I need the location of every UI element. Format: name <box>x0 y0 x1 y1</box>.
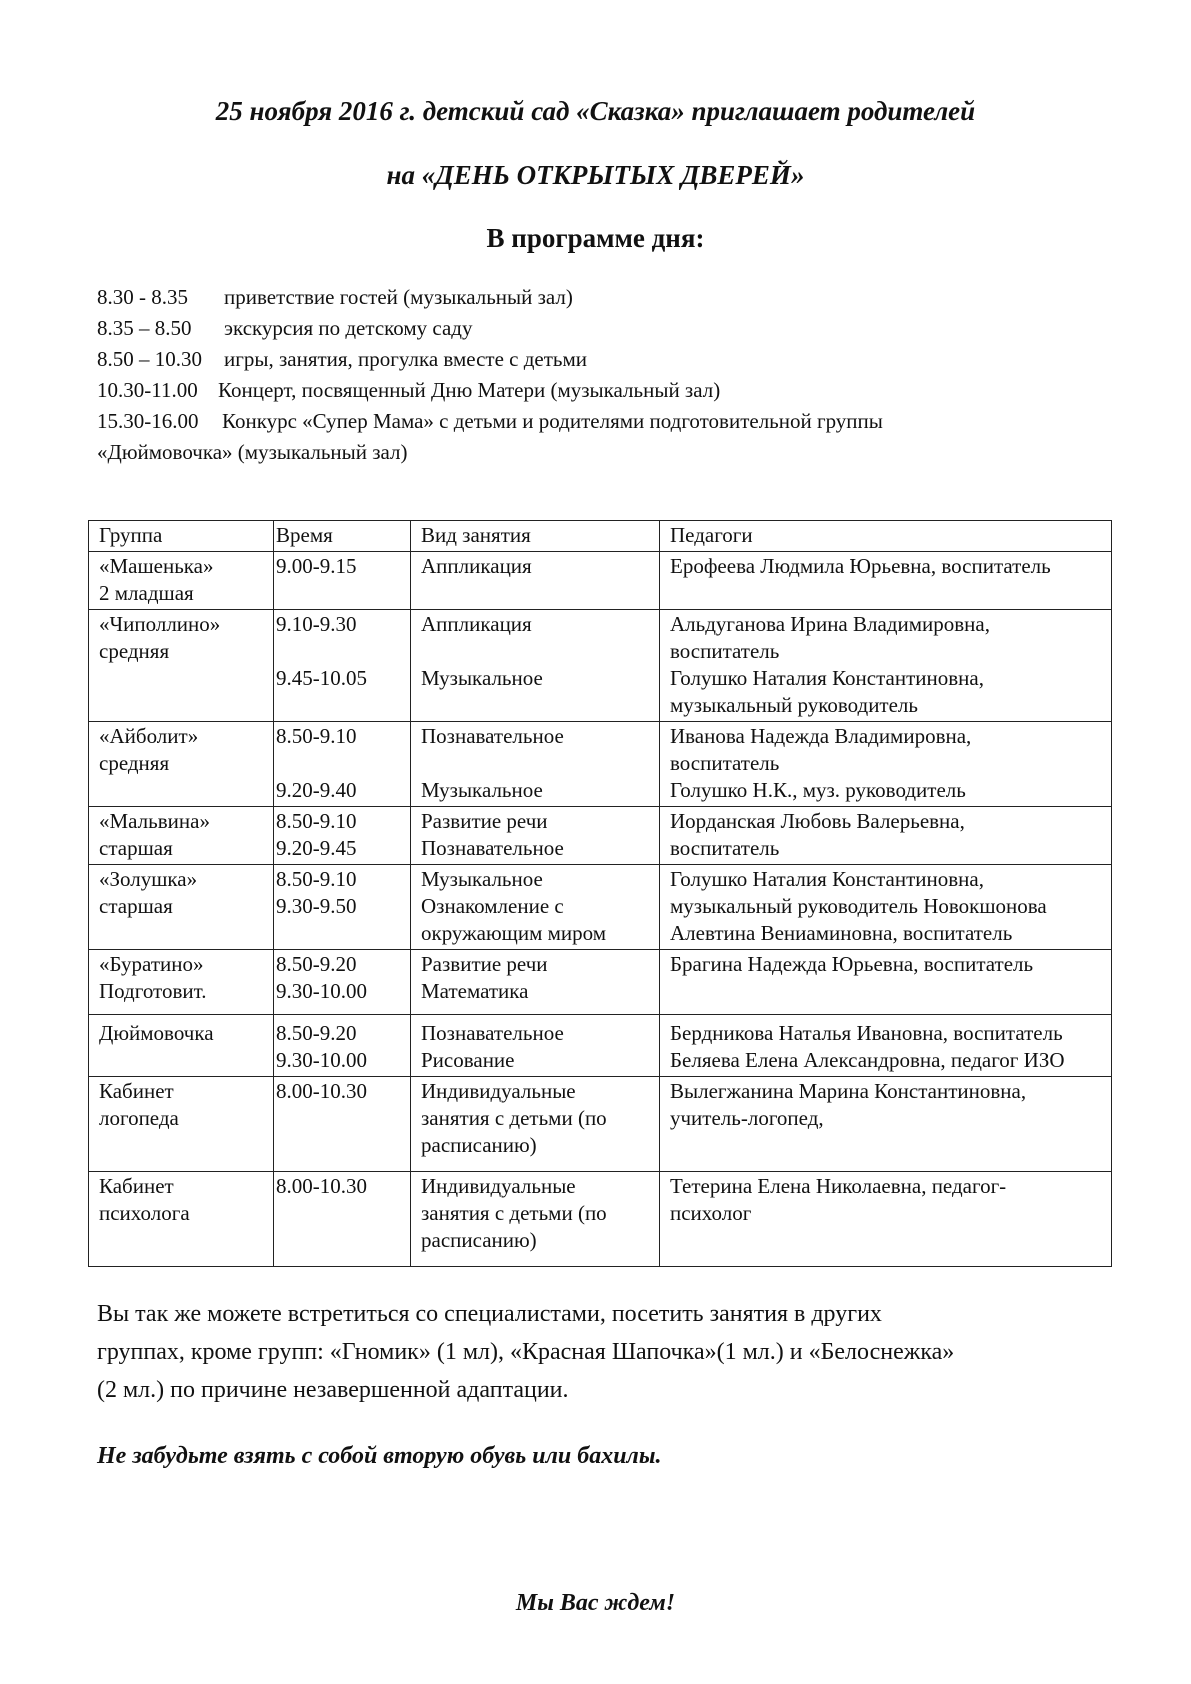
table-row <box>89 865 1112 950</box>
cell-group: «Машенька» 2 младшая <box>89 552 274 610</box>
program-schedule <box>97 282 1107 468</box>
schedule-item <box>97 375 1107 406</box>
table-row <box>89 1015 1112 1077</box>
schedule-item <box>97 313 1107 344</box>
cell-type: Развитие речи Математика <box>411 950 660 1015</box>
cell-time: 8.00-10.30 <box>274 1172 411 1267</box>
cell-teachers: Иванова Надежда Владимировна, воспитатель Голушко Н.К., муз. руководитель <box>660 722 1112 807</box>
schedule-item <box>97 406 1107 437</box>
cell-type: Развитие речи Познавательное <box>411 807 660 865</box>
schedule-time: 8.30 - 8.35 <box>97 285 188 309</box>
cell-group: «Золушка» старшая <box>89 865 274 950</box>
cell-time: 8.50-9.20 9.30-10.00 <box>274 950 411 1015</box>
table-row <box>89 610 1112 722</box>
cell-time: 8.50-9.10 9.30-9.50 <box>274 865 411 950</box>
table-header-row <box>89 521 1112 552</box>
schedule-text: приветствие гостей (музыкальный зал) <box>224 285 573 309</box>
schedule-time: 15.30-16.00 <box>97 409 199 433</box>
schedule-text: «Дюймовочка» (музыкальный зал) <box>97 440 408 464</box>
cell-time: 9.10-9.30 9.45-10.05 <box>274 610 411 722</box>
cell-group: «Чиполлино» средняя <box>89 610 274 722</box>
schedule-time: 8.50 – 10.30 <box>97 347 202 371</box>
header-type: Вид занятия <box>411 521 660 552</box>
cell-group: «Мальвина» старшая <box>89 807 274 865</box>
additional-info-line: (2 мл.) по причине незавершенной адаптации. <box>97 1377 569 1403</box>
cell-type: Познавательное Рисование <box>411 1015 660 1077</box>
schedule-text: игры, занятия, прогулка вместе с детьми <box>224 347 588 371</box>
schedule-text: Концерт, посвященный Дню Матери (музыкальный зал) <box>218 378 721 402</box>
cell-teachers: Ерофеева Людмила Юрьевна, воспитатель <box>660 552 1112 610</box>
cell-type: Музыкальное Ознакомление с окружающим миром <box>411 865 660 950</box>
header-group: Группа <box>89 521 274 552</box>
cell-teachers: Голушко Наталия Константиновна, музыкальный руководитель Новокшонова Алевтина Вениаминовна, воспитатель <box>660 865 1112 950</box>
closing-line: Мы Вас ждем! <box>515 1590 676 1616</box>
table-row <box>89 552 1112 610</box>
additional-info-line: Вы так же можете встретиться со специалистами, посетить занятия в других <box>97 1301 882 1327</box>
cell-teachers: Иорданская Любовь Валерьевна, воспитатель <box>660 807 1112 865</box>
schedule-item <box>97 282 1107 313</box>
cell-group: «Буратино» Подготовит. <box>89 950 274 1015</box>
schedule-time: 8.35 – 8.50 <box>97 316 192 340</box>
schedule-item <box>97 437 1107 468</box>
additional-info <box>97 1295 1117 1409</box>
schedule-text: экскурсия по детскому саду <box>224 316 473 340</box>
cell-teachers: Бердникова Наталья Ивановна, воспитатель Беляева Елена Александровна, педагог ИЗО <box>660 1015 1112 1077</box>
cell-type: Аппликация Музыкальное <box>411 610 660 722</box>
cell-type: Познавательное Музыкальное <box>411 722 660 807</box>
header-time: Время <box>274 521 411 552</box>
cell-group: Кабинет логопеда <box>89 1077 274 1172</box>
cell-teachers: Альдуганова Ирина Владимировна, воспитатель Голушко Наталия Константиновна, музыкальный руководитель <box>660 610 1112 722</box>
groups-table <box>88 520 1112 1267</box>
invitation-title: 25 ноября 2016 г. детский сад «Сказка» приглашает родителей <box>215 96 976 126</box>
cell-time: 9.00-9.15 <box>274 552 411 610</box>
additional-info-line: группах, кроме групп: «Гномик» (1 мл), «Красная Шапочка»(1 мл.) и «Белоснежка» <box>97 1339 955 1365</box>
program-heading: В программе дня: <box>486 223 705 253</box>
table-row <box>89 1172 1112 1267</box>
table-row <box>89 722 1112 807</box>
event-title: на «ДЕНЬ ОТКРЫТЫХ ДВЕРЕЙ» <box>386 160 805 190</box>
schedule-text: Конкурс «Супер Мама» с детьми и родителями подготовительной группы <box>222 409 883 433</box>
cell-teachers: Брагина Надежда Юрьевна, воспитатель <box>660 950 1112 1015</box>
shoe-reminder: Не забудьте взять с собой вторую обувь или бахилы. <box>97 1443 662 1469</box>
schedule-item <box>97 344 1107 375</box>
cell-teachers: Вылегжанина Марина Константиновна, учитель-логопед, <box>660 1077 1112 1172</box>
table-row <box>89 807 1112 865</box>
cell-type: Индивидуальные занятия с детьми (по расписанию) <box>411 1077 660 1172</box>
cell-time: 8.00-10.30 <box>274 1077 411 1172</box>
cell-group: Дюймовочка <box>89 1015 274 1077</box>
cell-group: Кабинет психолога <box>89 1172 274 1267</box>
cell-group: «Айболит» средняя <box>89 722 274 807</box>
cell-time: 8.50-9.10 9.20-9.45 <box>274 807 411 865</box>
cell-teachers: Тетерина Елена Николаевна, педагог- психолог <box>660 1172 1112 1267</box>
cell-time: 8.50-9.10 9.20-9.40 <box>274 722 411 807</box>
cell-type: Аппликация <box>411 552 660 610</box>
cell-time: 8.50-9.20 9.30-10.00 <box>274 1015 411 1077</box>
table-row <box>89 950 1112 1015</box>
cell-type: Индивидуальные занятия с детьми (по расписанию) <box>411 1172 660 1267</box>
header-teachers: Педагоги <box>660 521 1112 552</box>
schedule-time: 10.30-11.00 <box>97 378 198 402</box>
table-row <box>89 1077 1112 1172</box>
